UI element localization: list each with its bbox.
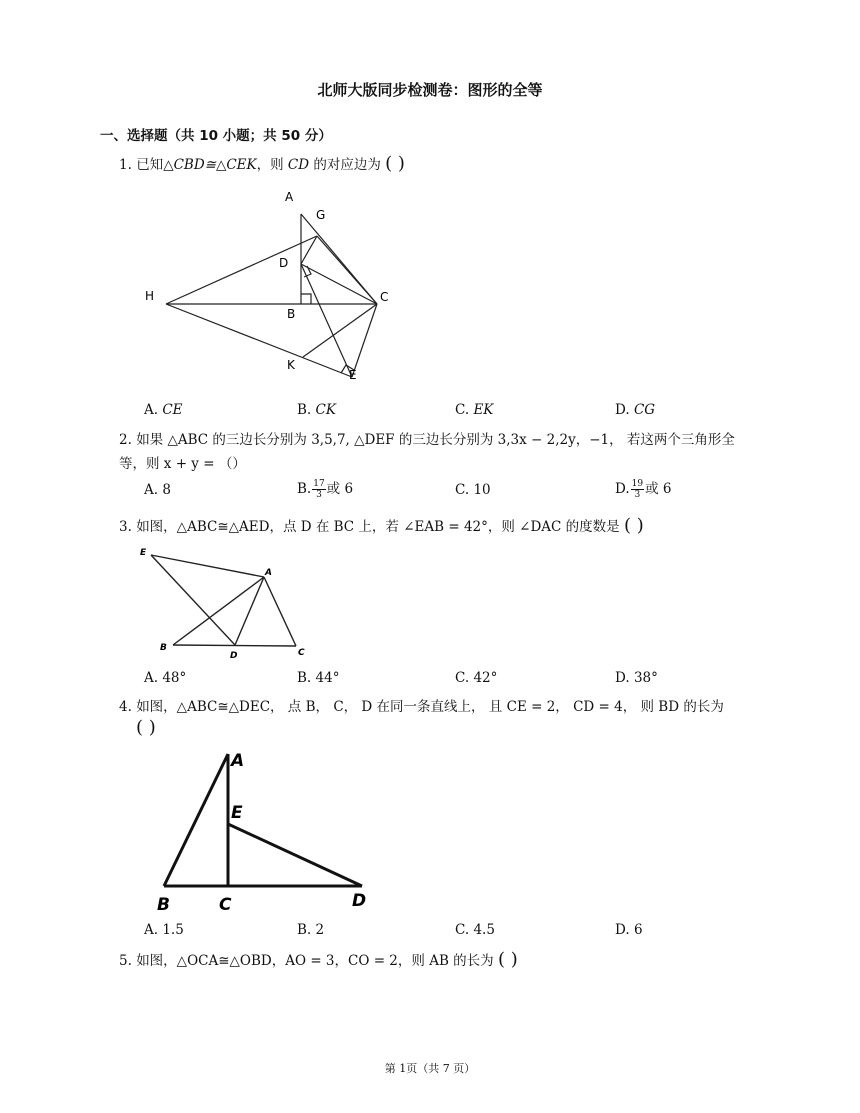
question-number: 3. bbox=[119, 519, 132, 535]
figure-label: D bbox=[352, 891, 367, 911]
figure-label: D bbox=[279, 256, 289, 270]
answer-blank: ( ) bbox=[385, 153, 405, 174]
question-number: 4. bbox=[119, 699, 132, 715]
option-b[interactable]: B. CK bbox=[297, 402, 336, 418]
page-title: 北师大版同步检测卷：图形的全等 bbox=[317, 81, 543, 99]
question-number: 5. bbox=[119, 953, 132, 969]
question-2-line-2 bbox=[119, 452, 246, 476]
option-c[interactable]: C. 4.5 bbox=[455, 922, 495, 938]
figure-label: E bbox=[140, 548, 147, 558]
figure-label: E bbox=[349, 368, 357, 382]
question-1 bbox=[119, 152, 405, 177]
option-a[interactable]: A. 48° bbox=[144, 670, 187, 686]
question-math: △CBD≅△CEK bbox=[163, 157, 257, 173]
question-text: 如图，△OCA≅△OBD，AO = 3，CO = 2，则 AB 的长为 bbox=[136, 953, 494, 969]
figure-label: B bbox=[287, 307, 296, 321]
figure-label: D bbox=[230, 651, 238, 661]
option-a[interactable]: A. CE bbox=[144, 402, 183, 418]
question-5 bbox=[119, 948, 518, 973]
option-c[interactable]: C. 10 bbox=[455, 482, 491, 498]
figure-q4 bbox=[150, 745, 380, 915]
figure-label: B bbox=[157, 895, 170, 915]
answer-blank: ( ) bbox=[623, 515, 644, 536]
figure-label: K bbox=[287, 358, 295, 372]
figure-label: B bbox=[160, 643, 167, 653]
figure-label: A bbox=[285, 190, 294, 204]
question-math: CD bbox=[287, 157, 310, 173]
question-text: ，则 bbox=[256, 157, 284, 173]
figure-q3 bbox=[135, 540, 315, 665]
question-text: 已知 bbox=[136, 157, 164, 173]
figure-label: H bbox=[145, 289, 155, 303]
fraction: $\frac{19}{3}$ bbox=[631, 479, 644, 500]
figure-label: C bbox=[298, 648, 305, 658]
figure-label: A bbox=[265, 568, 272, 578]
option-a[interactable]: A. 8 bbox=[144, 482, 171, 498]
figure-q1 bbox=[135, 185, 405, 385]
question-text: 如果 △ABC 的三边长分别为 3,5,7, △DEF 的三边长分别为 3,3x − 2,2y，−1， 若这两个三角形全 bbox=[136, 432, 735, 448]
figure-label: C bbox=[380, 290, 389, 304]
question-4 bbox=[119, 695, 724, 719]
section-heading: 一、选择题（共 10 小题；共 50 分） bbox=[100, 128, 332, 144]
question-3 bbox=[119, 514, 644, 539]
question-text: 的对应边为 bbox=[313, 157, 381, 173]
option-a[interactable]: A. 1.5 bbox=[144, 922, 184, 938]
option-d[interactable]: D. 38° bbox=[615, 670, 658, 686]
option-b[interactable]: B. $\frac{17}{3}$ 或 6 bbox=[297, 479, 354, 500]
figure-label: C bbox=[219, 895, 232, 915]
option-b[interactable]: B. 2 bbox=[297, 922, 325, 938]
question-number: 2. bbox=[119, 432, 132, 448]
figure-label: E bbox=[231, 803, 243, 823]
question-4-line-2 bbox=[136, 717, 156, 738]
option-d[interactable]: D. CG bbox=[615, 402, 656, 418]
option-d[interactable]: D. 6 bbox=[615, 922, 643, 938]
page-footer: 第 1页（共 7 页） bbox=[384, 1062, 476, 1075]
question-2 bbox=[119, 428, 735, 452]
option-b[interactable]: B. 44° bbox=[297, 670, 340, 686]
option-c[interactable]: C. EK bbox=[455, 402, 494, 418]
option-c[interactable]: C. 42° bbox=[455, 670, 498, 686]
option-d[interactable]: D. $\frac{19}{3}$ 或 6 bbox=[615, 479, 672, 500]
answer-blank: ( ) bbox=[497, 949, 518, 970]
answer-blank: ( ) bbox=[136, 717, 156, 738]
fraction: $\frac{17}{3}$ bbox=[313, 479, 325, 500]
question-text: 如图，△ABC≅△AED，点 D 在 BC 上，若 ∠EAB = 42°，则 ∠DAC 的度数是 bbox=[136, 519, 620, 535]
question-number: 1. bbox=[119, 157, 132, 173]
question-text: 如图，△ABC≅△DEC， 点 B， C， D 在同一条直线上， 且 CE = 2， CD = 4， 则 BD 的长为 bbox=[136, 699, 724, 715]
figure-label: G bbox=[316, 208, 326, 222]
question-text: 等，则 x + y = （） bbox=[119, 456, 246, 472]
figure-label: A bbox=[231, 751, 245, 771]
